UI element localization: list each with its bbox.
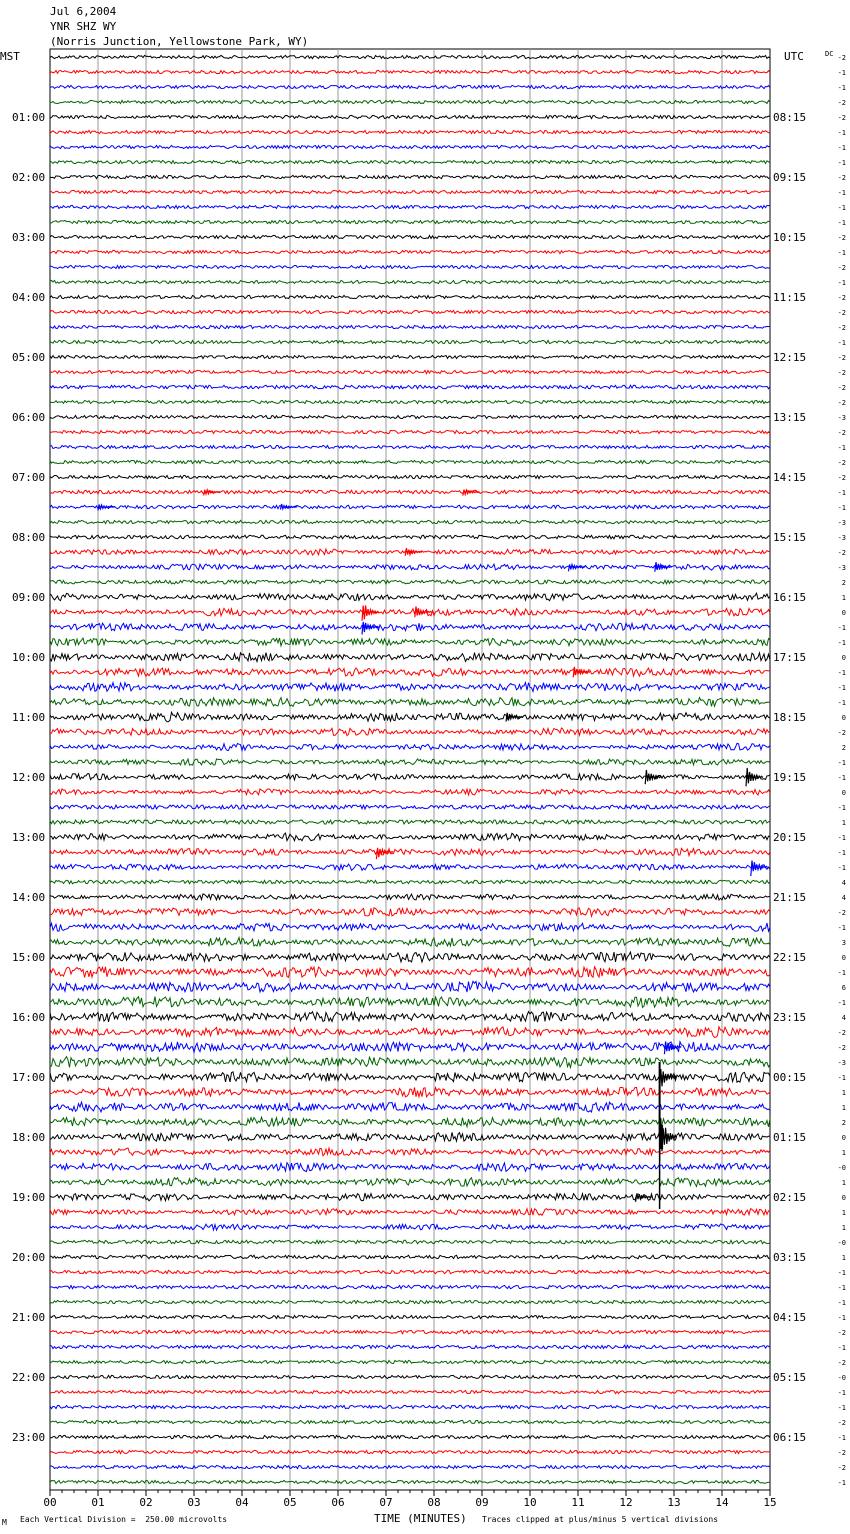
dc-offset-label: -1 [837,189,846,197]
seismic-trace [50,833,770,841]
seismic-trace [50,1163,770,1172]
seismic-trace [50,115,770,118]
left-hour-label: 01:00 [12,111,46,124]
dc-offset-label: -1 [837,864,846,872]
dc-offset-label: -1 [837,1269,846,1277]
x-axis-title: TIME (MINUTES) [374,1512,467,1525]
seismic-trace [50,1405,770,1408]
x-tick-label: 01 [91,1496,105,1509]
dc-offset-label: -1 [837,129,846,137]
x-tick-label: 08 [427,1496,441,1509]
x-tick-label: 06 [331,1496,345,1509]
seismic-trace [50,265,770,268]
x-tick-label: 13 [667,1496,681,1509]
seismic-trace [50,220,770,223]
seismic-trace [50,593,770,601]
left-hour-label: 23:00 [12,1431,46,1444]
right-hour-label: 12:15 [773,351,807,364]
seismic-trace [50,235,770,238]
dc-offset-label: -2 [837,729,846,737]
right-hour-label: 09:15 [773,171,807,184]
dc-offset-label: 0 [841,714,846,722]
left-hour-label: 05:00 [12,351,46,364]
dc-offset-label: 0 [841,609,846,617]
seismic-trace [50,805,770,809]
dc-offset-label: -2 [837,54,846,62]
seismic-trace [50,668,770,676]
dc-offset-label: -1 [837,624,846,632]
dc-offset-label: -1 [837,669,846,677]
seismic-trace [50,205,770,208]
seismic-trace [50,1480,770,1483]
x-tick-label: 10 [523,1496,537,1509]
seismic-trace [50,190,770,193]
corner-mark: M [2,1518,7,1527]
seismic-trace [50,355,770,358]
right-hour-label: 15:15 [773,531,807,544]
seismic-trace [50,1330,770,1334]
seismic-event [655,562,672,572]
left-hour-label: 09:00 [12,591,46,604]
seismic-trace [50,1345,770,1348]
seismic-trace [50,1012,770,1022]
seismic-trace [50,967,770,978]
seismic-trace [50,1435,770,1438]
right-timezone-label: UTC [784,50,804,63]
seismic-trace [50,535,770,539]
seismic-trace [50,1087,770,1096]
right-hour-label: 18:15 [773,711,807,724]
seismic-trace [50,415,770,418]
dc-offset-label: -1 [837,1344,846,1352]
x-tick-label: 03 [187,1496,201,1509]
dc-offset-label: -1 [837,144,846,152]
seismic-trace [50,1270,770,1273]
seismic-trace [50,1193,770,1201]
dc-offset-label: -2 [837,174,846,182]
seismic-trace [50,490,770,494]
label-layer [12,50,846,1509]
dc-offset-label: -2 [837,474,846,482]
right-hour-label: 19:15 [773,771,807,784]
dc-offset-label: 3 [841,939,846,947]
seismic-trace [50,280,770,283]
seismic-event [405,548,422,556]
dc-offset-label: -1 [837,279,846,287]
dc-offset-label: -1 [837,684,846,692]
header-date: Jul 6,2004 [50,5,117,18]
seismic-trace [50,505,770,509]
dc-offset-label: -1 [837,1479,846,1487]
dc-offset-label: -1 [837,444,846,452]
seismic-trace [50,759,770,765]
right-hour-label: 03:15 [773,1251,807,1264]
dc-offset-label: -0 [837,1164,846,1172]
dc-offset-label: -2 [837,309,846,317]
dc-offset-label: -1 [837,1434,846,1442]
dc-offset-label: 4 [841,1014,846,1022]
left-timezone-label: MST [0,50,20,63]
left-hour-label: 07:00 [12,471,46,484]
left-hour-label: 06:00 [12,411,46,424]
seismic-trace [50,580,770,584]
seismic-trace [50,698,770,707]
right-hour-label: 17:15 [773,651,807,664]
seismic-event [568,565,585,572]
dc-offset-label: -2 [837,1419,846,1427]
left-hour-label: 22:00 [12,1371,46,1384]
dc-offset-label: -1 [837,1284,846,1292]
right-hour-label: 08:15 [773,111,807,124]
seismic-event [463,490,480,496]
dc-offset-label: 0 [841,654,846,662]
seismic-trace [50,981,770,992]
dc-offset-label: -2 [837,1029,846,1037]
seismic-trace [50,1042,770,1052]
dc-offset-label: 1 [841,1089,846,1097]
seismic-trace [50,608,770,615]
dc-offset-label: -1 [837,834,846,842]
dc-offset-label: -1 [837,249,846,257]
seismic-trace [50,370,770,373]
seismic-trace [50,55,770,58]
dc-label: DC [825,50,834,58]
dc-offset-label: 0 [841,1194,846,1202]
seismic-trace [50,1102,770,1112]
dc-offset-label: -2 [837,549,846,557]
dc-offset-label: -3 [837,1059,846,1067]
seismic-trace [50,864,770,870]
dc-offset-label: -3 [837,564,846,572]
dc-offset-label: 6 [841,984,846,992]
seismic-trace [50,1450,770,1453]
dc-offset-label: -2 [837,369,846,377]
left-hour-label: 20:00 [12,1251,46,1264]
dc-offset-label: -1 [837,1389,846,1397]
header-station: YNR SHZ WY [50,20,117,33]
right-hour-label: 11:15 [773,291,807,304]
seismic-event [573,667,590,678]
x-tick-label: 09 [475,1496,489,1509]
right-hour-label: 05:15 [773,1371,807,1384]
dc-offset-label: 4 [841,894,846,902]
dc-offset-label: -1 [837,999,846,1007]
dc-offset-label: 1 [841,1104,846,1112]
dc-offset-label: -1 [837,204,846,212]
seismic-trace [50,1315,770,1318]
dc-offset-label: -1 [837,1299,846,1307]
left-hour-label: 21:00 [12,1311,46,1324]
seismic-event [746,768,763,786]
seismic-trace [50,1057,770,1068]
right-hour-label: 01:15 [773,1131,807,1144]
dc-offset-label: 0 [841,954,846,962]
seismic-trace [50,638,770,646]
right-hour-label: 23:15 [773,1011,807,1024]
seismic-trace [50,1224,770,1230]
seismic-trace [50,100,770,103]
dc-offset-label: -3 [837,414,846,422]
seismic-trace [50,653,770,662]
x-tick-label: 14 [715,1496,729,1509]
dc-offset-label: -1 [837,639,846,647]
dc-offset-label: -1 [837,159,846,167]
dc-offset-label: -1 [837,69,846,77]
seismic-trace [50,430,770,433]
seismic-trace [50,385,770,389]
seismic-trace [50,743,770,750]
dc-offset-label: -1 [837,774,846,782]
dc-offset-label: -0 [837,1374,846,1382]
right-hour-label: 04:15 [773,1311,807,1324]
right-hour-label: 02:15 [773,1191,807,1204]
dc-offset-label: -2 [837,1464,846,1472]
right-hour-label: 13:15 [773,411,807,424]
dc-offset-label: -2 [837,909,846,917]
seismic-trace [50,520,770,523]
dc-offset-label: -2 [837,1329,846,1337]
left-hour-label: 08:00 [12,531,46,544]
dc-offset-label: -1 [837,219,846,227]
dc-offset-label: -1 [837,489,846,497]
seismic-event [362,605,379,620]
dc-offset-label: -2 [837,1044,846,1052]
right-hour-label: 06:15 [773,1431,807,1444]
seismic-trace [50,85,770,88]
dc-offset-label: 0 [841,1134,846,1142]
seismic-trace [50,997,770,1008]
dc-offset-label: -1 [837,1314,846,1322]
dc-offset-label: -1 [837,699,846,707]
seismic-trace [50,880,770,884]
clip-note: Traces clipped at plus/minus 5 vertical divisions [482,1515,719,1524]
seismic-trace [50,1420,770,1423]
seismic-event [751,861,768,876]
dc-offset-label: -2 [837,324,846,332]
dc-offset-label: -1 [837,759,846,767]
seismic-trace [50,1285,770,1288]
seismic-trace [50,908,770,917]
seismic-trace [50,1240,770,1244]
seismic-trace [50,250,770,253]
seismic-trace [50,475,770,478]
dc-offset-label: -2 [837,114,846,122]
seismic-trace [50,1209,770,1216]
seismic-trace [50,1360,770,1363]
left-hour-label: 15:00 [12,951,46,964]
right-hour-label: 10:15 [773,231,807,244]
seismic-trace [50,460,770,463]
seismic-trace [50,789,770,795]
dc-offset-label: -3 [837,534,846,542]
right-hour-label: 16:15 [773,591,807,604]
x-tick-label: 02 [139,1496,153,1509]
seismic-trace [50,325,770,328]
right-hour-label: 22:15 [773,951,807,964]
seismic-trace [50,1027,770,1038]
dc-offset-label: -1 [837,339,846,347]
seismic-event [645,770,662,784]
dc-offset-label: -2 [837,294,846,302]
seismic-trace [50,623,770,631]
left-hour-label: 04:00 [12,291,46,304]
dc-offset-label: 1 [841,1224,846,1232]
dc-offset-label: 2 [841,579,846,587]
dc-offset-label: -2 [837,459,846,467]
dc-offset-label: -1 [837,924,846,932]
seismic-trace [50,1178,770,1187]
left-hour-label: 18:00 [12,1131,46,1144]
left-hour-label: 03:00 [12,231,46,244]
left-hour-label: 16:00 [12,1011,46,1024]
dc-offset-label: -3 [837,519,846,527]
dc-offset-label: 1 [841,1179,846,1187]
seismic-trace [50,175,770,178]
dc-offset-label: 1 [841,1149,846,1157]
right-hour-label: 21:15 [773,891,807,904]
left-hour-label: 10:00 [12,651,46,664]
left-hour-label: 12:00 [12,771,46,784]
dc-offset-label: 1 [841,819,846,827]
dc-offset-label: -2 [837,429,846,437]
seismic-trace [50,848,770,855]
seismic-trace [50,728,770,736]
dc-offset-label: 1 [841,594,846,602]
x-tick-label: 07 [379,1496,393,1509]
seismic-trace [50,820,770,824]
seismic-trace [50,295,770,298]
seismic-event [506,713,523,722]
x-tick-label: 12 [619,1496,633,1509]
seismic-trace [50,712,770,721]
seismic-trace [50,160,770,163]
seismic-trace [50,400,770,403]
seismic-trace [50,145,770,148]
left-hour-label: 17:00 [12,1071,46,1084]
header-location: (Norris Junction, Yellowstone Park, WY) [50,35,309,48]
dc-offset-label: -2 [837,234,846,242]
seismic-event [415,606,432,617]
dc-offset-label: 2 [841,1119,846,1127]
left-hour-label: 14:00 [12,891,46,904]
x-tick-label: 00 [43,1496,57,1509]
seismic-trace [50,445,770,448]
x-tick-label: 11 [571,1496,585,1509]
dc-offset-label: 4 [841,879,846,887]
left-hour-label: 11:00 [12,711,46,724]
dc-offset-label: -2 [837,1359,846,1367]
seismic-trace [50,130,770,133]
seismic-trace [50,1390,770,1393]
dc-offset-label: -2 [837,99,846,107]
x-tick-label: 15 [763,1496,777,1509]
seismic-trace [50,340,770,343]
seismic-trace [50,894,770,900]
x-tick-label: 05 [283,1496,297,1509]
dc-offset-label: 2 [841,744,846,752]
dc-offset-label: 1 [841,1209,846,1217]
dc-offset-label: -2 [837,1449,846,1457]
seismic-trace [50,310,770,313]
dc-offset-label: 1 [841,1254,846,1262]
seismic-trace [50,923,770,931]
dc-offset-label: -1 [837,969,846,977]
seismic-trace [50,1375,770,1378]
dc-offset-label: -1 [837,849,846,857]
dc-offset-label: -1 [837,804,846,812]
seismic-trace [50,70,770,73]
dc-offset-label: 0 [841,789,846,797]
dc-offset-label: -2 [837,354,846,362]
dc-offset-label: -1 [837,1404,846,1412]
seismic-trace [50,1255,770,1259]
dc-offset-label: -1 [837,84,846,92]
right-hour-label: 00:15 [773,1071,807,1084]
seismic-trace [50,1300,770,1303]
seismic-trace [50,1465,770,1468]
seismic-trace [50,952,770,962]
dc-offset-label: -1 [837,504,846,512]
x-tick-label: 04 [235,1496,249,1509]
left-hour-label: 19:00 [12,1191,46,1204]
right-hour-label: 14:15 [773,471,807,484]
dc-offset-label: -0 [837,1239,846,1247]
left-hour-label: 02:00 [12,171,46,184]
scale-note: Each Vertical Division = 250.00 microvolts [20,1515,228,1524]
left-hour-label: 13:00 [12,831,46,844]
dc-offset-label: -1 [837,1074,846,1082]
dc-offset-label: -2 [837,384,846,392]
dc-offset-label: -2 [837,264,846,272]
trace-layer [50,55,770,1483]
seismic-trace [50,683,770,692]
right-hour-label: 20:15 [773,831,807,844]
seismic-trace [50,937,770,946]
dc-offset-label: -2 [837,399,846,407]
